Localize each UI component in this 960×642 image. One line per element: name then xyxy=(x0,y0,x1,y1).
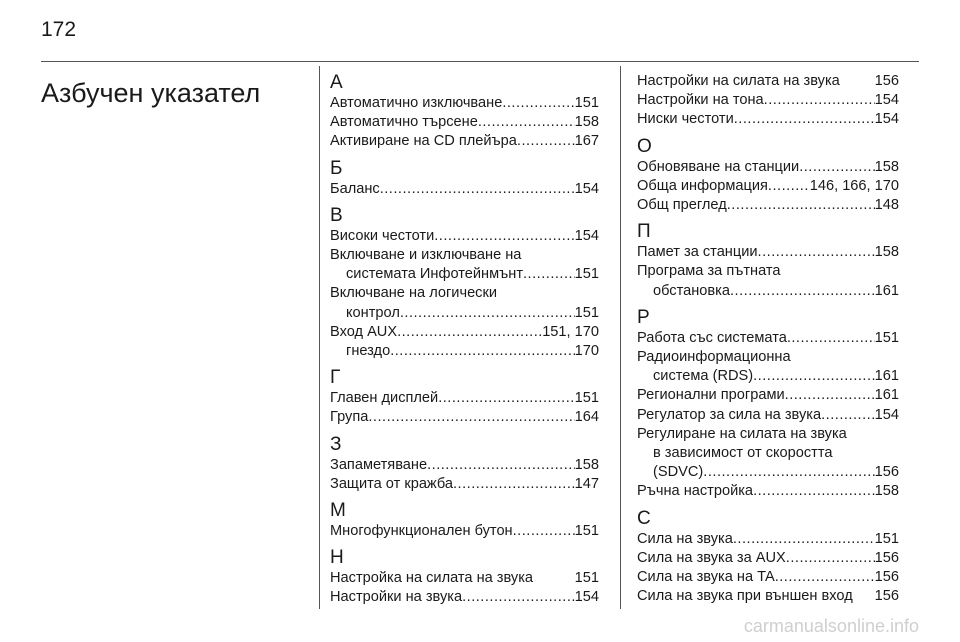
index-entry-text: Настройки на звука xyxy=(330,589,463,606)
index-entry xyxy=(637,91,899,110)
index-page-ref: 151, 170 xyxy=(542,323,599,340)
dot-leader xyxy=(400,304,575,323)
index-entry-text: Многофункционален бутон xyxy=(330,523,513,540)
index-letter-heading: Г xyxy=(330,367,341,389)
dot-leader xyxy=(368,408,574,427)
index-page-ref: 156 xyxy=(874,73,899,89)
index-entry xyxy=(637,329,899,348)
index-letter-heading: П xyxy=(637,221,651,243)
index-entry-line: Програма за пътната xyxy=(637,263,781,280)
index-entry-text: Активиране на CD плейъра xyxy=(330,133,517,150)
index-entry-text: Автоматично изключване xyxy=(330,95,503,111)
index-entry xyxy=(330,475,599,494)
index-page-ref: 156 xyxy=(874,569,899,586)
index-entry xyxy=(637,158,899,177)
index-letter-heading: О xyxy=(637,135,652,157)
watermark: carmanualsonline.info xyxy=(743,616,919,636)
index-page-ref: 151 xyxy=(574,570,599,587)
index-page-ref: 156 xyxy=(874,549,899,566)
index-entry-text: Запаметяване xyxy=(330,456,428,473)
index-entry-text: Сила на звука xyxy=(637,530,733,547)
dot-leader xyxy=(733,530,875,549)
index-page-ref: 161 xyxy=(874,282,899,299)
dot-leader xyxy=(703,463,874,482)
index-entry xyxy=(637,549,899,568)
index-entry xyxy=(637,72,899,91)
dot-leader xyxy=(799,158,874,177)
index-page-ref: 156 xyxy=(874,464,899,481)
index-entry-text: система (RDS) xyxy=(653,368,754,385)
index-entry xyxy=(330,132,599,151)
index-entry xyxy=(330,408,599,427)
index-entry-text: Сила на звука при външен вход xyxy=(637,588,853,605)
index-page-ref: 146, 166, 170 xyxy=(809,177,899,194)
dot-leader xyxy=(758,243,875,262)
dot-leader xyxy=(478,113,575,132)
index-entry xyxy=(637,406,899,425)
dot-leader xyxy=(727,196,875,215)
index-entry-text: Обновяване на станции xyxy=(637,158,800,175)
index-entry-text: Вход AUX xyxy=(330,323,398,340)
dot-leader xyxy=(502,94,574,113)
index-entry xyxy=(330,588,599,607)
index-page-ref: 158 xyxy=(874,483,899,500)
index-letter-heading: З xyxy=(330,433,342,455)
dot-leader xyxy=(523,265,575,284)
index-letter-heading: С xyxy=(637,507,651,529)
index-page-ref: 167 xyxy=(574,133,599,150)
index-entry xyxy=(330,569,599,588)
index-entry-text: (SDVC) xyxy=(653,464,704,481)
index-entry-text: Група xyxy=(330,409,369,426)
index-page-ref: 154 xyxy=(874,92,899,109)
index-entry xyxy=(637,482,899,501)
dot-leader xyxy=(787,329,875,348)
index-entry xyxy=(637,110,899,129)
dot-leader xyxy=(390,342,574,361)
index-page-ref: 158 xyxy=(874,244,899,261)
index-page-ref: 154 xyxy=(574,589,599,606)
dot-leader xyxy=(785,386,875,405)
dot-leader xyxy=(764,91,875,110)
index-entry-text: Настройка на силата на звука xyxy=(330,570,534,587)
index-entry-text: Защита от кражба xyxy=(330,475,453,492)
index-entry xyxy=(637,463,899,482)
dot-leader xyxy=(434,227,574,246)
index-entry xyxy=(330,113,599,132)
index-entry xyxy=(330,304,599,323)
dot-leader xyxy=(786,549,875,568)
index-letter-heading: Б xyxy=(330,157,343,179)
index-page-ref: 164 xyxy=(574,409,599,426)
index-entry-line: Радиоинформационна xyxy=(637,349,791,366)
index-title: Азбучен указател xyxy=(41,78,261,108)
column-divider xyxy=(620,66,621,609)
dot-leader xyxy=(730,282,875,301)
index-page-ref: 161 xyxy=(874,387,899,404)
index-entry xyxy=(330,265,599,284)
dot-leader xyxy=(380,180,575,199)
index-letter-heading: М xyxy=(330,500,346,522)
index-page-ref: 148 xyxy=(874,197,899,214)
dot-leader xyxy=(427,456,575,475)
index-entry xyxy=(330,342,599,361)
index-entry xyxy=(637,568,899,587)
index-entry-line: Включване на логически xyxy=(330,285,498,302)
index-entry-text: Общ преглед xyxy=(637,197,727,214)
dot-leader xyxy=(734,110,875,129)
index-page-ref: 151 xyxy=(574,95,599,111)
index-entry xyxy=(330,389,599,408)
dot-leader xyxy=(753,367,875,386)
index-entry-text: Сила на звука на TA xyxy=(637,569,775,586)
index-column-2 xyxy=(637,72,899,606)
index-entry-text: контрол xyxy=(346,304,400,321)
dot-leader xyxy=(768,177,810,196)
index-entry xyxy=(330,180,599,199)
dot-leader xyxy=(821,406,875,425)
index-entry-text: Сила на звука за AUX xyxy=(637,549,786,566)
index-entry xyxy=(637,386,899,405)
index-entry xyxy=(637,587,899,606)
index-page-ref: 158 xyxy=(574,114,599,131)
index-page-ref: 158 xyxy=(874,158,899,175)
index-column-1 xyxy=(330,72,599,608)
index-entry-line: в зависимост от скоростта xyxy=(653,445,833,462)
index-page-ref: 151 xyxy=(574,390,599,407)
dot-leader xyxy=(775,568,875,587)
index-entry xyxy=(637,530,899,549)
index-page-ref: 156 xyxy=(874,588,899,605)
index-letter-heading: А xyxy=(330,72,343,93)
index-page-ref: 147 xyxy=(574,475,599,492)
index-entry xyxy=(330,456,599,475)
index-page-ref: 154 xyxy=(574,180,599,197)
dot-leader xyxy=(513,522,575,541)
index-page-ref: 158 xyxy=(574,456,599,473)
index-entry-text: системата Инфотейнмънт xyxy=(346,266,523,283)
index-entry-text: Памет за станции xyxy=(637,244,758,261)
index-page-ref: 161 xyxy=(874,368,899,385)
index-letter-heading: В xyxy=(330,204,343,226)
index-entry-text: Настройки на тона xyxy=(637,92,764,109)
index-page-ref: 151 xyxy=(574,523,599,540)
dot-leader xyxy=(397,323,542,342)
dot-leader xyxy=(438,389,574,408)
index-entry-text: Настройки на силата на звука xyxy=(637,73,840,89)
dot-leader xyxy=(462,588,575,607)
page-number: 172 xyxy=(41,18,77,41)
index-entry xyxy=(637,367,899,386)
index-entry xyxy=(637,196,899,215)
index-entry-text: Регионални програми xyxy=(637,387,785,404)
index-entry-text: обстановка xyxy=(653,282,730,299)
index-page-ref: 151 xyxy=(874,530,899,547)
index-page-ref: 151 xyxy=(874,329,899,346)
index-entry-text: Работа със системата xyxy=(637,329,787,346)
index-entry-text: Обща информация xyxy=(637,177,768,194)
index-entry-line: Включване и изключване на xyxy=(330,247,522,264)
index-entry xyxy=(637,177,899,196)
index-page-ref: 154 xyxy=(874,406,899,423)
index-page-ref: 170 xyxy=(574,343,599,360)
index-entry-line: Регулиране на силата на звука xyxy=(637,425,847,442)
index-letter-heading: Н xyxy=(330,547,344,569)
dot-leader xyxy=(753,482,875,501)
index-entry-text: Автоматично търсене xyxy=(330,114,478,131)
index-entry-text: Високи честоти xyxy=(330,227,435,244)
index-entry xyxy=(637,282,899,301)
index-entry xyxy=(330,522,599,541)
index-entry-text: Ниски честоти xyxy=(637,111,734,128)
dot-leader xyxy=(517,132,575,151)
index-entry xyxy=(330,227,599,246)
index-entry-text: Баланс xyxy=(330,180,380,197)
index-entry-text: Регулатор за сила на звука xyxy=(637,406,822,423)
index-page-ref: 154 xyxy=(874,111,899,128)
index-entry xyxy=(330,94,599,113)
index-entry-text: Главен дисплей xyxy=(330,390,439,407)
index-page-ref: 151 xyxy=(574,304,599,321)
header-rule xyxy=(41,61,919,62)
index-page-ref: 154 xyxy=(574,227,599,244)
dot-leader xyxy=(453,475,575,494)
index-page-ref: 151 xyxy=(574,266,599,283)
column-divider xyxy=(319,66,320,609)
index-entry xyxy=(637,243,899,262)
index-entry xyxy=(330,323,599,342)
index-entry-text: гнездо xyxy=(346,343,391,360)
index-entry-text: Ръчна настройка xyxy=(637,483,754,500)
index-letter-heading: Р xyxy=(637,306,650,328)
